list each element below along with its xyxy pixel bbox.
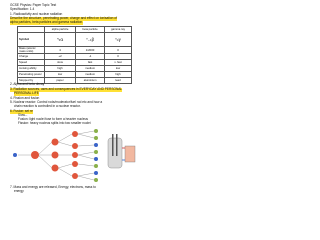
control-rod — [112, 134, 114, 156]
fragment — [94, 178, 98, 182]
table-cell: high — [45, 66, 76, 72]
table-cell: medium — [76, 72, 105, 78]
table-cell: 0 — [105, 47, 132, 54]
note-5-cont: chain reaction is controlled in a nuclear reactor. — [14, 104, 81, 108]
table-cell: paper — [45, 78, 76, 84]
note-3-cont: PERSONAL LIFE — [14, 91, 39, 95]
header-line-1: GCSE Physics: Paper Topic Test — [10, 3, 57, 7]
note-7-cont: energy — [14, 189, 24, 193]
fragment — [94, 171, 98, 175]
table-cell: medium — [76, 66, 105, 72]
heat-exchanger — [125, 146, 135, 162]
note-3: 3. Radiation sources, uses and consequences in EVERYDAY AND PERSONAL — [10, 87, 123, 91]
row-label: Symbol — [18, 33, 45, 47]
table-cell: aluminium — [76, 78, 105, 84]
table-cell: 0 — [105, 54, 132, 60]
nucleus — [72, 152, 78, 158]
fragment — [94, 143, 98, 147]
fragment — [94, 164, 98, 168]
note-6a: Slow... — [18, 113, 28, 117]
table-cell: 4 — [45, 47, 76, 54]
fragment — [94, 136, 98, 140]
row-label: Ionising ability — [18, 66, 45, 72]
nucleus — [31, 151, 39, 159]
reactor-vessel — [108, 138, 122, 168]
table-cell: slow — [45, 60, 76, 66]
note-5: 5. Nuclear reactor: Control rods/moderator/fuel rod etc and how a — [10, 100, 103, 104]
table-row — [18, 47, 132, 54]
header-line-2: Specification: 1.4 — [10, 7, 35, 11]
table-cell: lead — [105, 78, 132, 84]
fragment — [94, 157, 98, 161]
neutron — [13, 153, 17, 157]
header-line-4: Describe the structure, penetrating power, charge and effect on ionisation of — [10, 16, 117, 20]
table-cell: high — [105, 72, 132, 78]
table-cell: low — [105, 66, 132, 72]
nucleus — [72, 143, 78, 149]
chain-reaction-diagram — [10, 128, 140, 183]
nucleus — [72, 161, 78, 167]
nucleus — [52, 139, 59, 146]
note-6: 6. Fusion: set re — [10, 109, 33, 113]
symbol-gamma: ⁰₀γ — [115, 36, 121, 42]
row-label: Charge — [18, 54, 45, 60]
table-row — [18, 33, 132, 47]
table-cell — [76, 33, 105, 47]
table-cell: fast — [76, 60, 105, 66]
table-cell — [45, 33, 76, 47]
table-cell — [105, 33, 132, 47]
note-4: 4. Fission and fusion — [10, 96, 40, 100]
fragment — [94, 129, 98, 133]
table-cell: low — [45, 72, 76, 78]
table-cell: +2 — [45, 54, 76, 60]
note-6b: Fusion: light nuclei fuse to form a heavier nucleus — [18, 117, 88, 121]
table-header-cell: beta particle — [76, 27, 105, 33]
nucleus — [72, 173, 78, 179]
header-line-3: 1. Radioactivity and nuclear radiation — [10, 12, 63, 16]
row-label: Speed — [18, 60, 45, 66]
fragment — [94, 150, 98, 154]
table-header-cell: alpha particle — [45, 27, 76, 33]
nucleus — [52, 152, 59, 159]
control-rod — [116, 134, 118, 156]
table-cell: -1 — [76, 54, 105, 60]
nucleus — [72, 131, 78, 137]
note-2: 2. Alpha and beta decay — [10, 82, 45, 86]
note-7: 7. Mass and energy are released, Energy, electrons, mass to — [10, 185, 96, 189]
symbol-beta: ⁰₋₁β — [86, 36, 95, 42]
row-label: Mass (atomic mass units) — [18, 47, 45, 54]
nucleus — [52, 165, 59, 172]
table-header-cell: gamma ray — [105, 27, 132, 33]
row-label: Penetrating power — [18, 72, 45, 78]
row-label: Stopped by — [18, 78, 45, 84]
table-cell: v. fast — [105, 60, 132, 66]
header-line-5: alpha particles, beta particles and gamma radiation. — [10, 20, 83, 24]
note-6c: Fission: heavy nucleus splits into two smaller nuclei — [18, 121, 91, 125]
table-cell: 1/2000 — [76, 47, 105, 54]
radiation-table — [17, 26, 132, 84]
symbol-alpha: ⁴₂α — [56, 36, 64, 42]
